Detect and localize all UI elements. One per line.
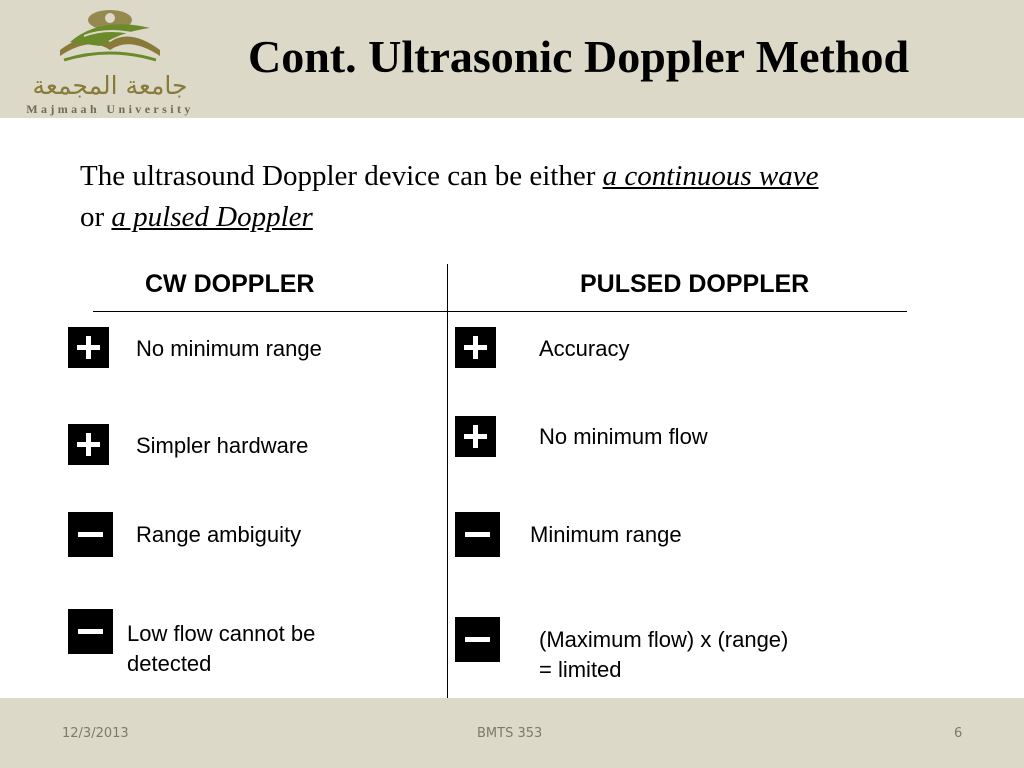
column-header-cw: CW DOPPLER [145,270,315,298]
cw-item-4-line2: detected [127,651,212,676]
logo-latin-text: Majmaah University [26,102,194,116]
cw-item-4-line1: Low flow cannot be [127,621,316,646]
option-pulsed-doppler: a pulsed Doppler [111,201,313,233]
pulsed-item-2: No minimum flow [539,424,708,449]
cw-item-3: Range ambiguity [136,522,302,547]
footer-course: BMTS 353 [477,726,543,741]
minus-icon [68,609,113,654]
option-continuous-wave: a continuous wave [602,160,819,192]
intro-text-mid: or [80,201,112,233]
plus-icon [455,416,496,457]
column-header-pulsed: PULSED DOPPLER [580,270,810,298]
pulsed-item-1: Accuracy [539,336,630,361]
header-band [0,0,1024,118]
slide-title: Cont. Ultrasonic Doppler Method [248,31,910,82]
plus-icon [68,327,109,368]
table-column-divider [447,264,448,698]
minus-icon [455,617,500,662]
plus-icon [68,424,109,465]
footer-date: 12/3/2013 [62,726,129,741]
table-header-divider [93,311,907,312]
pulsed-item-4 [539,625,788,685]
minus-icon [68,512,113,557]
pulsed-item-4-line1: (Maximum flow) x (range) [539,627,789,652]
pulsed-item-4-line2: = limited [539,657,622,682]
logo-arabic-text: جامعة المجمعة [32,71,188,100]
minus-icon [455,512,500,557]
intro-paragraph [80,156,980,238]
cw-item-1: No minimum range [136,336,322,361]
intro-text-start: The ultrasound Doppler device can be either [80,160,603,192]
cw-item-2: Simpler hardware [136,433,309,458]
book-with-leaves-logo-icon [40,6,180,72]
university-logo [6,6,206,118]
cw-item-4 [127,619,315,679]
footer-page-number: 6 [954,726,963,741]
plus-icon [455,327,496,368]
pulsed-item-3: Minimum range [530,522,682,547]
